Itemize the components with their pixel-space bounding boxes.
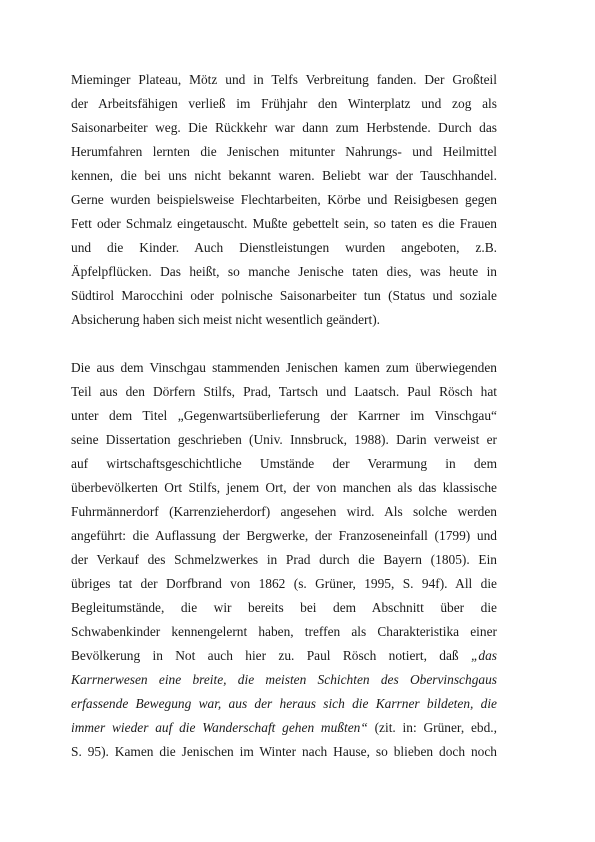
text-line — [71, 695, 497, 713]
text-line — [71, 719, 497, 737]
text-segment: überbevölkerten Ort Stilfs, jenem Ort, der von manchen als das klassische — [71, 480, 497, 495]
text-line — [71, 119, 497, 137]
text-line — [71, 431, 497, 449]
text-line — [71, 743, 497, 761]
text-line — [71, 455, 497, 473]
text-segment: Absicherung haben sich meist nicht wesentlich geändert). — [71, 312, 381, 327]
text-segment: der Arbeitsfähigen verließ im Frühjahr den Winterplatz und zog als — [71, 96, 497, 111]
text-segment: Fett oder Schmalz eingetauscht. Mußte gebettelt sein, so taten es die Frauen — [71, 216, 497, 231]
text-line — [71, 383, 497, 401]
text-segment: Gerne wurden beispielsweise Flechtarbeiten, Körbe und Reisigbesen gegen — [71, 192, 497, 207]
text-segment: S. 95). Kamen die Jenischen im Winter nach Hause, so blieben doch noch — [71, 744, 497, 759]
text-segment: immer wieder auf die Wanderschaft gehen mußten“ — [71, 720, 368, 735]
text-line — [71, 215, 497, 233]
text-line — [71, 599, 497, 617]
text-segment: Südtirol Marocchini oder polnische Saisonarbeiter tun (Status und soziale — [71, 288, 497, 303]
text-line — [71, 479, 497, 497]
text-segment: kennen, die bei uns nicht bekannt waren. Beliebt war der Tauschhandel. — [71, 168, 497, 183]
text-segment: Herumfahren lernten die Jenischen mitunter Nahrungs- und Heilmittel — [71, 144, 497, 159]
text-segment: Schwabenkinder kennengelernt haben, treffen als Charakteristika einer — [71, 624, 497, 639]
text-segment: Äpfelpflücken. Das heißt, so manche Jenische taten dies, was heute in — [71, 264, 497, 279]
text-line — [71, 143, 497, 161]
text-line — [71, 551, 497, 569]
text-line — [71, 71, 497, 89]
text-line — [71, 167, 497, 185]
text-segment: (zit. in: Grüner, ebd., — [367, 720, 497, 735]
text-segment: und die Kinder. Auch Dienstleistungen wurden angeboten, z.B. — [71, 240, 497, 255]
text-line — [71, 671, 497, 689]
text-segment: Mieminger Plateau, Mötz und in Telfs Verbreitung fanden. Der Großteil — [71, 72, 497, 87]
text-segment: Saisonarbeiter weg. Die Rückkehr war dann zum Herbstende. Durch das — [71, 120, 497, 135]
text-segment: angeführt: die Auflassung der Bergwerke, der Franzoseneinfall (1799) und — [71, 528, 497, 543]
text-line — [71, 407, 497, 425]
text-segment: erfassende Bewegung war, aus der heraus sich die Karrner bildeten, die — [71, 696, 497, 711]
text-line — [71, 503, 497, 521]
text-segment: „das — [470, 648, 497, 663]
text-line — [71, 287, 497, 305]
text-line — [71, 359, 497, 377]
text-segment: Begleitumstände, die wir bereits bei dem Abschnitt über die — [71, 600, 497, 615]
text-line — [71, 575, 497, 593]
text-line — [71, 95, 497, 113]
text-segment: Fuhrmännerdorf (Karrenzieherdorf) angesehen wird. Als solche werden — [71, 504, 497, 519]
text-line — [71, 647, 497, 665]
text-segment: auf wirtschaftsgeschichtliche Umstände der Verarmung in dem — [71, 456, 497, 471]
text-line — [71, 311, 497, 329]
text-segment: unter dem Titel „Gegenwartsüberlieferung der Karrner im Vinschgau“ — [71, 408, 497, 423]
text-line — [71, 191, 497, 209]
text-segment: übriges tat der Dorfbrand von 1862 (s. Grüner, 1995, S. 94f). All die — [71, 576, 497, 591]
text-segment: Bevölkerung in Not auch hier zu. Paul Rösch notiert, daß — [71, 648, 471, 663]
text-segment: seine Dissertation geschrieben (Univ. Innsbruck, 1988). Darin verweist er — [71, 432, 497, 447]
text-segment: Teil aus den Dörfern Stilfs, Prad, Tartsch und Laatsch. Paul Rösch hat — [71, 384, 497, 399]
text-segment: Karrnerwesen eine breite, die meisten Schichten des Obervinschgaus — [71, 672, 497, 687]
text-line — [71, 527, 497, 545]
text-line — [71, 239, 497, 257]
text-line — [71, 263, 497, 281]
text-segment: der Verkauf des Schmelzwerkes in Prad durch die Bayern (1805). Ein — [71, 552, 497, 567]
text-line — [71, 623, 497, 641]
text-segment: Die aus dem Vinschgau stammenden Jenischen kamen zum überwiegenden — [71, 360, 497, 375]
